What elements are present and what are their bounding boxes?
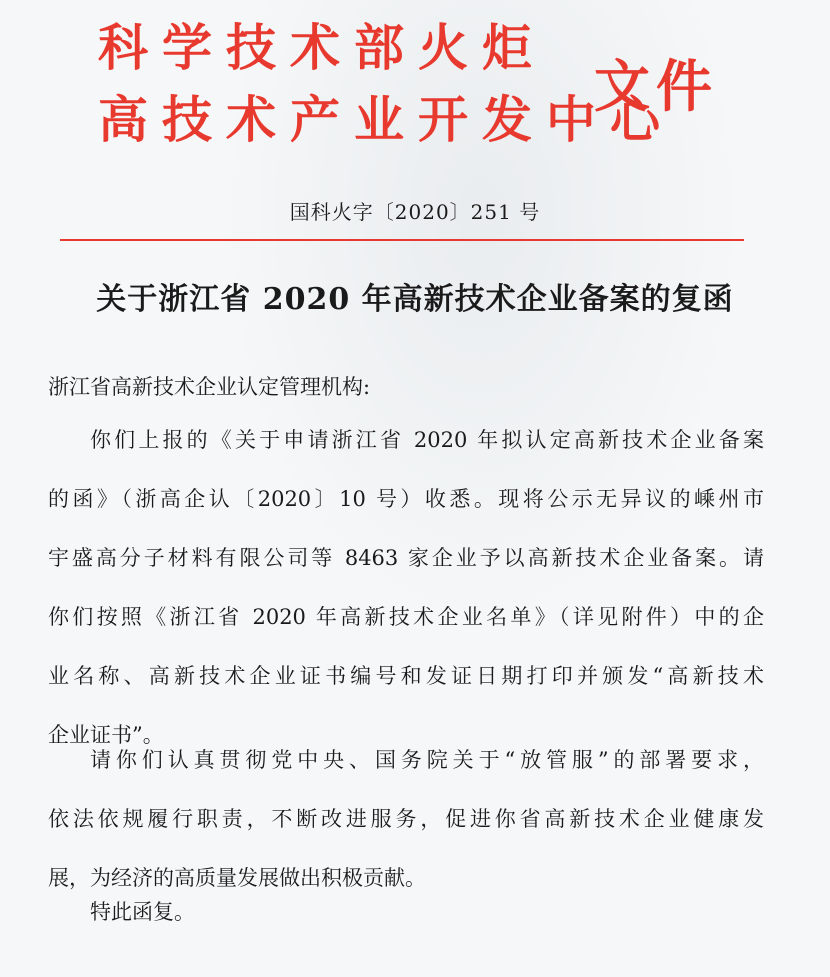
paragraph-line: 展，为经济的高质量发展做出积极贡献。 xyxy=(48,866,426,890)
letterhead xyxy=(98,10,738,160)
paragraph-line: 宇盛高分子材料有限公司等 8463 家企业予以高新技术企业备案。请 xyxy=(48,546,764,570)
paragraph-line: 你们上报的《关于申请浙江省 2020 年拟认定高新技术企业备案 xyxy=(90,428,764,452)
paragraph-line: 业名称、高新技术企业证书编号和发证日期打印并颁发“高新技术 xyxy=(48,664,764,688)
document-title: 关于浙江省 2020 年高新技术企业备案的复函 xyxy=(96,282,734,317)
paragraph-line: 你们按照《浙江省 2020 年高新技术企业名单》（详见附件）中的企 xyxy=(48,605,764,629)
salutation: 浙江省高新技术企业认定管理机构: xyxy=(48,375,371,399)
document-number: 国科火字〔2020〕251 号 xyxy=(289,200,541,224)
issuer-name-line-2: 高技术产业开发中心 xyxy=(98,91,674,149)
paragraph-line: 依法依规履行职责，不断改进服务，促进你省高新技术企业健康发 xyxy=(48,807,764,831)
paragraph-line: 企业证书”。 xyxy=(48,723,164,747)
body-paragraph-2 xyxy=(48,745,764,922)
document-type-label: 文件 xyxy=(594,55,718,120)
paragraph-line: 的函》（浙高企认〔2020〕10 号）收悉。现将公示无异议的嵊州市 xyxy=(48,487,764,511)
paragraph-line: 请你们认真贯彻党中央、国务院关于“放管服”的部署要求， xyxy=(90,748,764,772)
issuer-name-line-1: 科学技术部火炬 xyxy=(98,19,546,77)
closing-remark: 特此函复。 xyxy=(90,900,195,924)
body-paragraph-1 xyxy=(48,425,764,779)
letterhead-divider xyxy=(60,239,744,241)
